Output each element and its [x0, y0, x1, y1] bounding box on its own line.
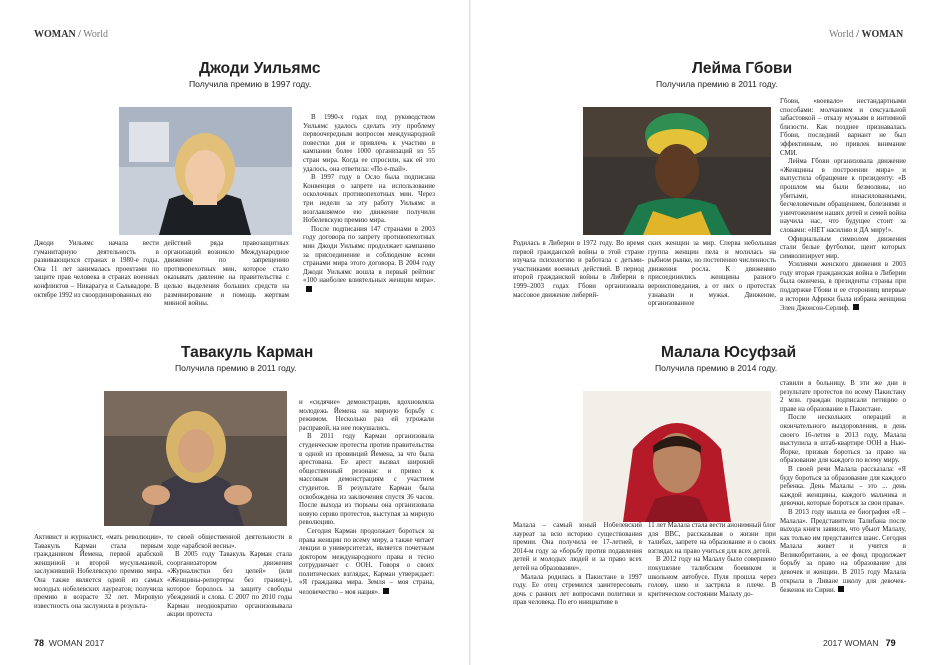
end-mark-icon [838, 586, 844, 592]
header-section: World [83, 29, 109, 40]
spine-gutter [469, 0, 471, 665]
award-year: Получила премию в 2014 году. [655, 363, 778, 373]
paragraph: Официальным символом движения стали белые футболки, щеит которых символизирует мир. [780, 235, 906, 260]
left-running-header [34, 29, 108, 40]
portrait-photo [119, 107, 292, 235]
paragraph: и «сидячие» демонстрации, вдохновляла молодежь Йемена на мирную борьбу с режимом. Несколько раз ей угрожали расправой, на нее покушались. [299, 399, 434, 432]
profile-name: Тавакуль Карман [181, 344, 314, 361]
text-column-1 [34, 534, 163, 638]
text-column-1 [34, 240, 159, 330]
header-separator: / [853, 29, 862, 40]
magazine-issue: WOMAN 2017 [48, 638, 105, 648]
text-column-2 [164, 240, 289, 330]
text-column-1 [513, 522, 642, 638]
right-running-header [829, 29, 903, 40]
paragraph: В 1997 году в Осло была подписана Конвенция о запрете на использование осколочных противопехотных мин. Через три недели за эту работу Уильямс и возглавляемое ею движение получили Нобелевскую премию мира. [303, 174, 435, 225]
profile-name: Лейма Гбови [692, 60, 793, 77]
text-column-2 [648, 522, 776, 638]
header-brand: WOMAN [861, 29, 904, 40]
text-column-3 [303, 114, 435, 334]
paragraph: Усилиями женского движения в 2003 году вторая гражданская война в Либерии была окончена, в президенты страны при поддержке Гбови и ее сторонниц впервые в истории Африки была избрана женщина Элен Джонсон-Серлиф. [780, 261, 906, 313]
end-mark-icon [853, 304, 859, 310]
profile-name: Джоди Уильямс [199, 60, 321, 77]
header-separator: / [75, 29, 84, 40]
text-column-3 [780, 380, 906, 640]
header-section: World [829, 29, 854, 40]
paragraph: Родилась в Либерии в 1972 году. Во время первой гражданской войны в этой стране изучала психологию и работала с детьми-участниками военных действий. В период второй гражданской войны в Либерии в 1999–2003 годах Гбови организовала массовое движение либерий- [513, 240, 644, 299]
paragraph: После подписания 147 странами в 2003 году договора по запрету противопехотных мин Джоди Уильямс продолжает кампанию за присоединение и соблюдение всеми странами мира этого договора. В 2004 году Джоди Уильямс вошла в первый рейтинг «100 наиболее влиятельных женщин мира». [303, 226, 435, 296]
paragraph: Активист и журналист, «мать революции», Тавакуль Карман стала первым гражданином Йемена, первой арабской женщиной и второй мусульманкой, заслуживший Нобелевскую премию мира. Она также является одной из самых молодых нобелевских лауреатов; получила премию в возрасте 32 лет. Мировую известность она заслужила в результа- [34, 534, 163, 610]
paragraph: ских женщин за мир. Сперва небольшая группа женщин пела и молилась на рыбном рынке, но постепенно численность движения росла. К движению присоединились женщины разного вероисповедания, а от них о протестах узнавали и мужья. Движение, организованное [648, 240, 776, 308]
portrait-photo [104, 391, 287, 526]
award-year: Получила премию в 2011 году. [656, 79, 778, 89]
portrait-photo [583, 391, 771, 522]
paragraph: 11 лет Малала стала вести анонимный блог для BBC, рассказывая о жизни при талибах, запрете на образование и о своих взглядах на право учиться для всех детей. [648, 522, 776, 555]
award-year: Получила премию в 2011 году. [175, 363, 297, 373]
paragraph: Сегодня Карман продолжает бороться за права женщин по всему миру, а также читает лекции в университетах, является почетным доктором международного права и тесно сотрудничает с ООН. Говоря о своих политических взглядах, Карман утверждает: «Я гражданка мира. Земля – моя страна, человечество – моя нация». [299, 527, 434, 597]
paragraph: В 2012 году на Малалу было совершено покушение талибским боевиком и школьном автобусе. Пуля прошла через голову, шею и застряла в плече. В критическом состоянии Малалу до- [648, 556, 776, 598]
text-column-1 [513, 240, 644, 330]
end-mark-icon [383, 588, 389, 594]
paragraph: В 2013 году вышла ее биография «Я – Малала». Представители Талибана после выхода книги заявили, что убьют Малалу, как только им представится шанс. Сегодня Малала живет и учится в Великобритании, а ее фонд продолжает борьбу за право на образование для девочек и женщин. В 2015 году Малала открыла в Ливане школу для девочек-беженок из Сирии. [780, 508, 906, 595]
right-footer [823, 638, 896, 648]
paragraph: Джоди Уильямс начала вести гуманитарную деятельность в развивающихся странах в 1980-е годы. Она 11 лет занималась проектами по защите прав человека в странах военных конфликтов – Никарагуа и Сальвадоре. В октябре 1992 из скоординированных ею [34, 240, 159, 299]
page-number: 78 [34, 638, 45, 648]
text-column-3 [780, 98, 906, 336]
award-year: Получила премию в 1997 году. [189, 79, 312, 89]
paragraph: те своей общественной деятельности в ходе «арабской весны». [167, 534, 292, 550]
paragraph: В 1990-х годах под руководством Уильямс удалось сделать эту проблему первоочередным вопросом международной повестки дня и привлечь к участию в кампании более 1000 организаций из 55 стран мира. Когда ее спросили, как ей это удалось, она ответила: «По e-mail». [303, 114, 435, 173]
paragraph: Малала – самый юный Нобелевский лауреат за всю историю существования премии. Она получила ее 17-летней, в 2014-м году за «борьбу против подавления детей и молодых людей и за право всех детей на образование». [513, 522, 642, 572]
paragraph: В 2005 году Тавакуль Карман стала соорганизатором движения «Журналистки без цепей» (или «Женщины-репортеры без границ»), которое боролось за защиту свободы убеждений и слова. С 2007 по 2010 годы Карман неоднократно организовывала акции протеста [167, 551, 292, 619]
paragraph: Лейма Гбови организовала движение «Женщины в построении мира» и выпустила обращение к президенту: «В прошлом мы были безмолвны, но убитыми, изнасилованными, бесчеловечным обращением, болезнями и уничтожением наших детей и семей война научила нас, что будущее стоит за словами: «НЕТ насилию и ДА миру!». [780, 158, 906, 234]
paragraph: Малала родилась в Пакистане в 1997 году. Ее отец стремился заинтересовать дочь с ранних лет вопросами политики и прав человека. По его инициативе в [513, 573, 642, 607]
text-column-3 [299, 399, 434, 635]
text-column-2 [648, 240, 776, 330]
page-number: 79 [885, 638, 896, 648]
magazine-issue: 2017 WOMAN [823, 638, 879, 648]
header-brand: WOMAN [34, 29, 76, 40]
paragraph: ставили в больницу. В эти же дни в результате протестов по всему Пакистану 2 млн. граждан подписали петицию о праве на образование в Пакистане. [780, 380, 906, 413]
paragraph: В 2011 году Карман организовала студенческие протесты против правительства в одной из провинций Йемена, за что была арестована. Ее арест вызвал широкий общественный резонанс и привел к массовым демонстрациям с участием студентов. В результате Карман была освобождена из заключения спустя 36 часов. После выхода из тюрьмы она организовала новую серию протестов, выступая за мирную революцию. [299, 433, 434, 527]
left-footer [34, 638, 104, 648]
paragraph: действий ряда правозащитных организаций возникло Международное движение по запрещению противопехотных мин, которое стало оказывать давление на правительства с целью выделения больших средств на разминирование и помощь жертвам минной войны. [164, 240, 289, 308]
paragraph: В своей речи Малала рассказала: «Я буду бороться за образование для каждого ребенка. День Малалы – это ... день каждой женщины, каждого мальчика и девочки, которые бороться за свои права». [780, 465, 906, 508]
end-mark-icon [306, 286, 312, 292]
text-column-2 [167, 534, 292, 638]
portrait-photo [583, 107, 771, 235]
paragraph: После нескольких операций и окончательного выздоровления, в день своего 16-летия в 2013 году, Малала выступила в штаб-квартире ООН в Нью-Йорке, призвав бороться за право на образование для каждого по всему миру. [780, 414, 906, 465]
profile-name: Малала Юсуфзай [661, 344, 797, 361]
paragraph: Гбови, «воевало» нестандартными способами: молчанием и сексуальной забастовкой – отказу мужьям в интимной близости. Как позднее признавалась Гбови, последний вариант не был эффективным, но привлек внимание СМИ. [780, 98, 906, 157]
